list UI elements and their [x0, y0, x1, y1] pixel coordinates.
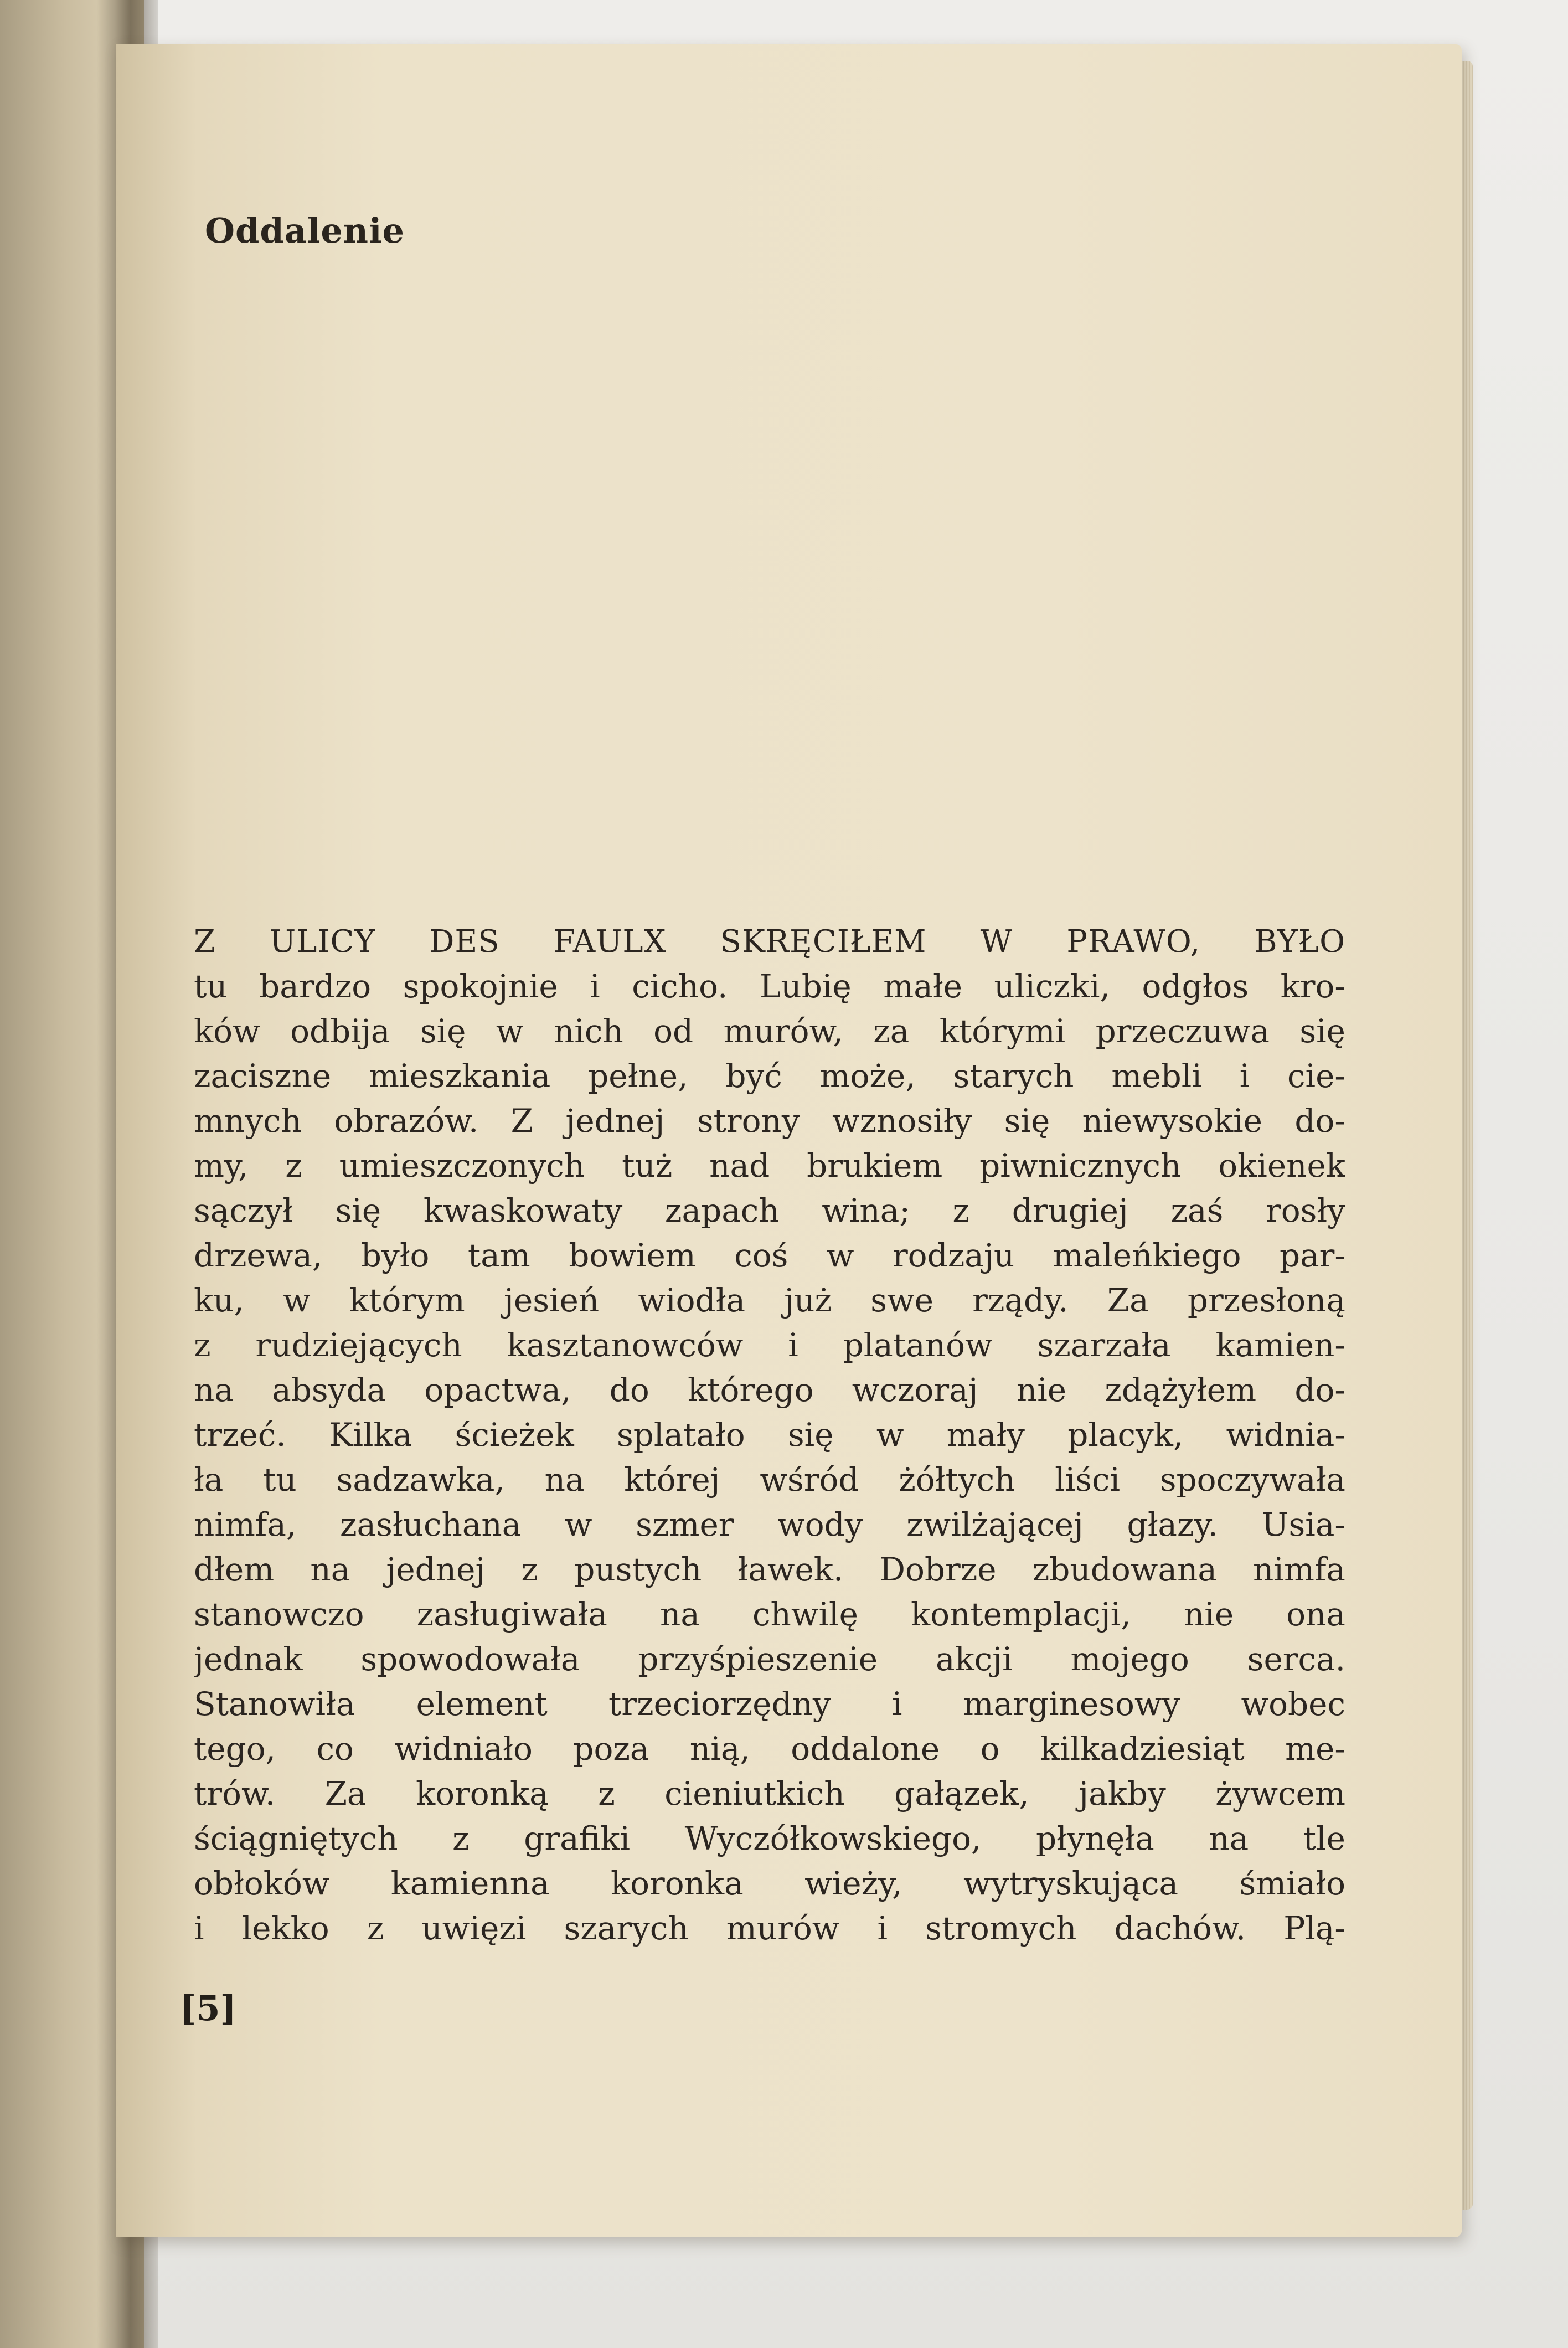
- text-line: z rudziejących kasztanowców i platanów szarzała kamien-: [194, 1326, 1345, 1364]
- text-line: i lekko z uwięzi szarych murów i stromych dachów. Plą-: [194, 1909, 1345, 1947]
- text-line: na absyda opactwa, do którego wczoraj nie zdążyłem do-: [194, 1371, 1345, 1409]
- text-line: Stanowiła element trzeciorzędny i marginesowy wobec: [194, 1685, 1345, 1723]
- body-text: [194, 919, 1345, 1951]
- text-line: obłoków kamienna koronka wieży, wytryskująca śmiało: [194, 1865, 1345, 1902]
- text-line: my, z umieszczonych tuż nad brukiem piwnicznych okienek: [194, 1147, 1345, 1185]
- text-line: mnych obrazów. Z jednej strony wznosiły się niewysokie do-: [194, 1102, 1345, 1140]
- text-line: ściągniętych z grafiki Wyczółkowskiego, płynęła na tle: [194, 1820, 1345, 1857]
- text-line: dłem na jednej z pustych ławek. Dobrze zbudowana nimfa: [194, 1551, 1345, 1588]
- text-line: zaciszne mieszkania pełne, być może, starych mebli i cie-: [194, 1057, 1345, 1095]
- text-line: stanowczo zasługiwała na chwilę kontemplacji, nie ona: [194, 1595, 1345, 1633]
- chapter-title: Oddalenie: [205, 210, 405, 251]
- text-line: nimfa, zasłuchana w szmer wody zwilżającej głazy. Usia-: [194, 1506, 1345, 1543]
- text-line: trzeć. Kilka ścieżek splatało się w mały placyk, widnia-: [194, 1416, 1345, 1454]
- text-line: ku, w którym jesień wiodła już swe rządy. Za przesłoną: [194, 1281, 1345, 1319]
- text-line: drzewa, było tam bowiem coś w rodzaju maleńkiego par-: [194, 1237, 1345, 1274]
- text-line: ła tu sadzawka, na której wśród żółtych liści spoczywała: [194, 1461, 1345, 1499]
- text-line: trów. Za koronką z cieniutkich gałązek, jakby żywcem: [194, 1775, 1345, 1813]
- text-line: ków odbija się w nich od murów, za którymi przeczuwa się: [194, 1012, 1345, 1050]
- book-page: [116, 44, 1462, 2237]
- text-line: tu bardzo spokojnie i cicho. Lubię małe uliczki, odgłos kro-: [194, 967, 1345, 1005]
- text-line: jednak spowodowała przyśpieszenie akcji mojego serca.: [194, 1640, 1345, 1678]
- text-line: Z ULICY DES FAULX SKRĘCIŁEM W PRAWO, BYŁO: [194, 924, 1345, 960]
- text-line: tego, co widniało poza nią, oddalone o kilkadziesiąt me-: [194, 1730, 1345, 1768]
- page-number: [5]: [180, 1988, 236, 2028]
- text-line: sączył się kwaskowaty zapach wina; z drugiej zaś rosły: [194, 1192, 1345, 1229]
